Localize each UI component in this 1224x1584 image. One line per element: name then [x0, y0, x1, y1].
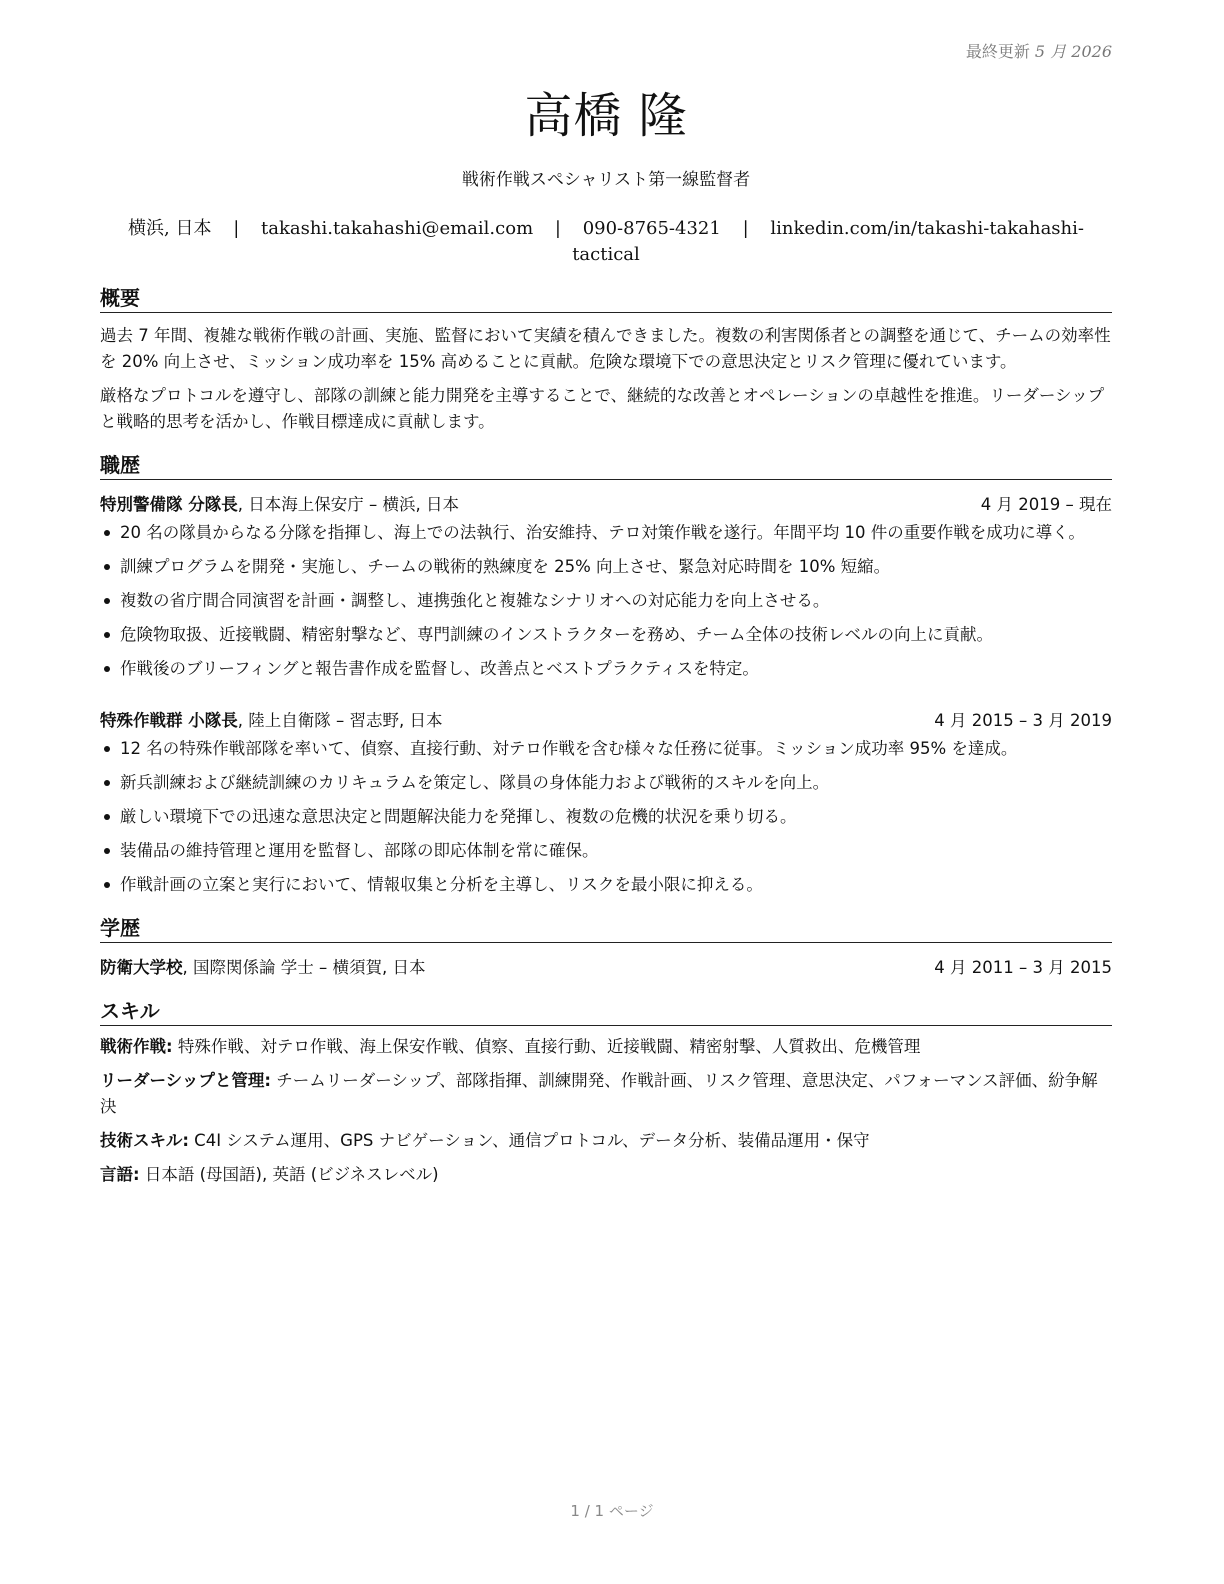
skill-value: 日本語 (母国語), 英語 (ビジネスレベル) — [139, 1165, 439, 1184]
last-updated-prefix: 最終更新 — [965, 42, 1030, 61]
section-title-experience: 職歴 — [100, 451, 1112, 480]
job-role: 特別警備隊 分隊長 — [100, 495, 238, 514]
contact-separator: | — [554, 218, 561, 239]
job-bullet: 厳しい環境下での迅速な意思決定と問題解決能力を発揮し、複数の危機的状況を乗り切る。 — [120, 804, 1112, 830]
job-bullets — [100, 520, 1112, 682]
spacer — [100, 690, 1112, 696]
skill-label: リーダーシップと管理: — [100, 1071, 271, 1090]
education-school: 防衛大学校 — [100, 958, 183, 977]
section-title-skills: スキル — [100, 997, 1112, 1026]
contact-linkedin-link[interactable]: linkedin.com/in/takashi-takahashi-tactical — [572, 218, 1084, 265]
last-updated — [100, 40, 1112, 64]
contact-separator: | — [233, 218, 240, 239]
candidate-tagline: 戦術作戦スペシャリスト第一線監督者 — [461, 170, 751, 190]
skill-row — [100, 1034, 1112, 1060]
job-header — [100, 492, 1112, 518]
summary-paragraph: 過去 7 年間、複雑な戦術作戦の計画、実施、監督において実績を積んできました。複数の利害関係者との調整を通じて、チームの効率性を 20% 向上させ、ミッション成功率を 15% 高めることに貢献。危険な環境下での意思決定とリスク管理に優れています。 — [100, 326, 1111, 371]
skill-label: 言語: — [100, 1165, 140, 1184]
education-detail: , 国際関係論 学士 – 横須賀, 日本 — [182, 958, 426, 977]
skill-label: 戦術作戦: — [100, 1037, 173, 1056]
job-role: 特殊作戦群 小隊長 — [100, 711, 238, 730]
contact-location: 横浜, 日本 — [128, 218, 212, 239]
section-title-summary: 概要 — [100, 284, 1112, 313]
skill-value: 特殊作戦、対テロ作戦、海上保安作戦、偵察、直接行動、近接戦闘、精密射撃、人質救出、危機管理 — [172, 1037, 921, 1056]
job-bullet: 複数の省庁間合同演習を計画・調整し、連携強化と複雑なシナリオへの対応能力を向上させる。 — [120, 588, 1112, 614]
contact-separator: | — [742, 218, 749, 239]
skill-row — [100, 1068, 1112, 1120]
page-number: 1 / 1 ページ — [570, 1502, 654, 1520]
job-org: , 陸上自衛隊 – 習志野, 日本 — [237, 711, 443, 730]
summary-paragraph: 厳格なプロトコルを遵守し、部隊の訓練と能力開発を主導することで、継続的な改善とオペレーションの卓越性を推進。リーダーシップと戦略的思考を活かし、作戦目標達成に貢献します。 — [100, 386, 1105, 431]
contact-phone: 090-8765-4321 — [582, 218, 721, 239]
job-title-line — [100, 492, 459, 518]
job-bullet: 12 名の特殊作戦部隊を率いて、偵察、直接行動、対テロ作戦を含む様々な任務に従事。ミッション成功率 95% を達成。 — [120, 736, 1112, 762]
job-header — [100, 708, 1112, 734]
education-line — [100, 955, 425, 981]
skill-row — [100, 1128, 1112, 1154]
candidate-name: 高橋 隆 — [524, 88, 688, 144]
job-bullet: 新兵訓練および継続訓練のカリキュラムを策定し、隊員の身体能力および戦術的スキルを向上。 — [120, 770, 1112, 796]
last-updated-date: 5 月 2026 — [1034, 42, 1112, 61]
contact-line — [100, 216, 1112, 268]
skill-row — [100, 1162, 1112, 1188]
contact-email-link[interactable]: takashi.takahashi@email.com — [261, 218, 534, 239]
section-title-education: 学歴 — [100, 914, 1112, 943]
job-bullet: 危険物取扱、近接戦闘、精密射撃など、専門訓練のインストラクターを務め、チーム全体の技術レベルの向上に貢献。 — [120, 622, 1112, 648]
job-bullet: 作戦後のブリーフィングと報告書作成を監督し、改善点とベストプラクティスを特定。 — [120, 656, 1112, 682]
job-bullets — [100, 736, 1112, 898]
job-bullet: 作戦計画の立案と実行において、情報収集と分析を主導し、リスクを最小限に抑える。 — [120, 872, 1112, 898]
skill-value: チームリーダーシップ、部隊指揮、訓練開発、作戦計画、リスク管理、意思決定、パフォーマンス評価、紛争解決 — [100, 1071, 1098, 1116]
job-bullet: 装備品の維持管理と運用を監督し、部隊の即応体制を常に確保。 — [120, 838, 1112, 864]
job-bullet: 20 名の隊員からなる分隊を指揮し、海上での法執行、治安維持、テロ対策作戦を遂行。年間平均 10 件の重要作戦を成功に導く。 — [120, 520, 1112, 546]
education-entry — [100, 955, 1112, 981]
skill-value: C4I システム運用、GPS ナビゲーション、通信プロトコル、データ分析、装備品運用・保守 — [188, 1131, 870, 1150]
job-dates: 4 月 2015 – 3 月 2019 — [934, 711, 1112, 730]
job-title-line — [100, 708, 442, 734]
job-org: , 日本海上保安庁 – 横浜, 日本 — [237, 495, 459, 514]
job-dates: 4 月 2019 – 現在 — [980, 495, 1112, 514]
education-dates: 4 月 2011 – 3 月 2015 — [934, 958, 1112, 977]
resume-page — [100, 40, 1112, 1188]
skill-label: 技術スキル: — [100, 1131, 189, 1150]
job-bullet: 訓練プログラムを開発・実施し、チームの戦術的熟練度を 25% 向上させ、緊急対応時間を 10% 短縮。 — [120, 554, 1112, 580]
